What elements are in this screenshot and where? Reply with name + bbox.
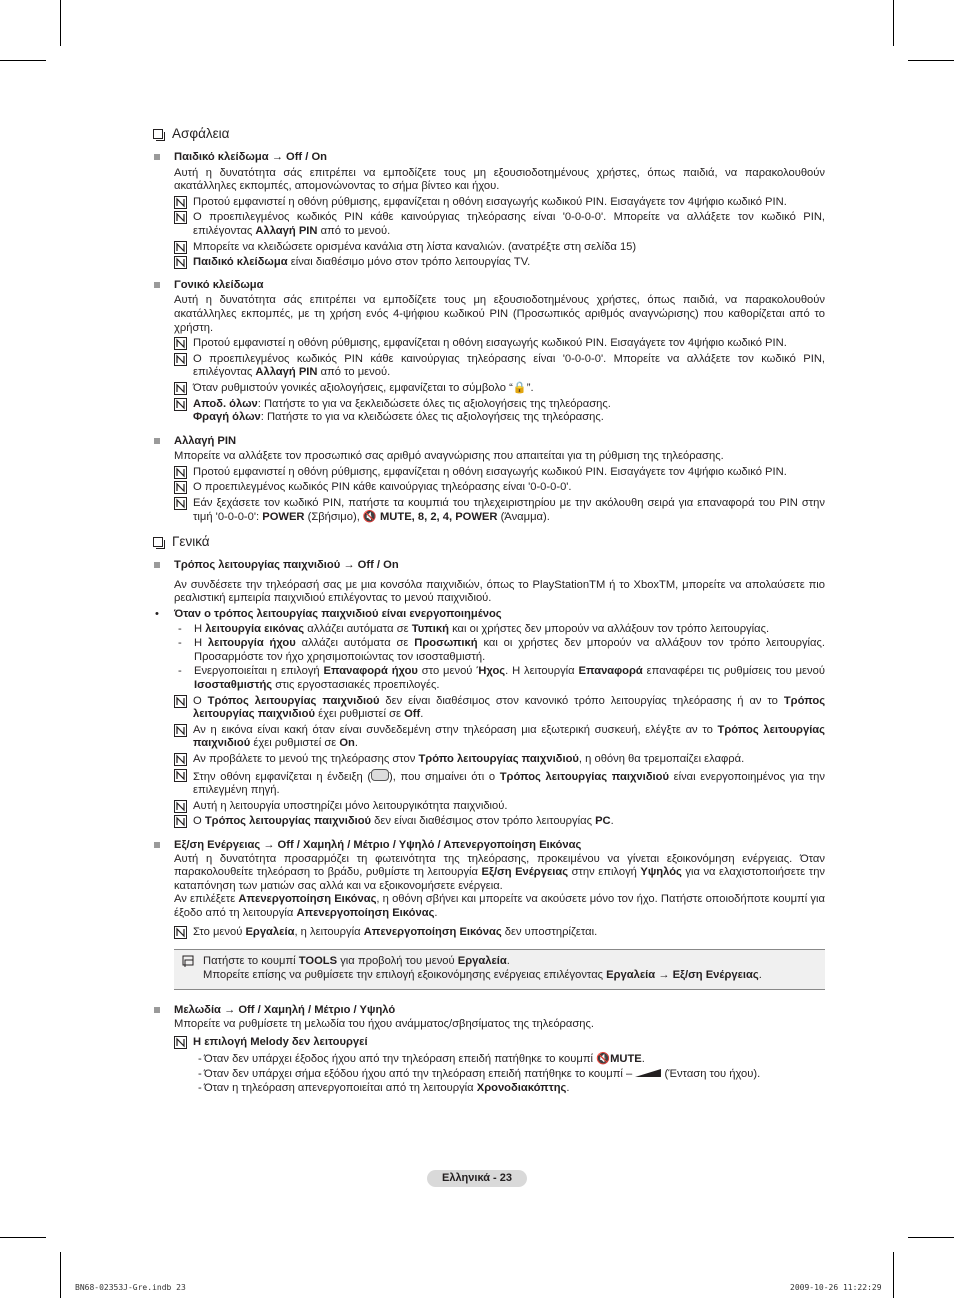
gamepad-icon: [371, 769, 389, 781]
note-item: Ο Τρόπος λειτουργίας παιχνιδιού δεν είναι διαθέσιμος στον κανονικό τρόπο λειτουργίας τηλεόρασης ή αν το Τρόπος λειτουργίας παιχνιδιού έχει ρυθμιστεί σε Off.: [174, 695, 825, 722]
mute-icon: 🔇: [596, 1053, 611, 1066]
note-item: Αυτή η λειτουργία υποστηρίζει μόνο λειτουργικότητα παιχνιδιού.: [174, 800, 825, 814]
page-number-badge: Ελληνικά - 23: [427, 1170, 527, 1187]
note-icon: [174, 497, 187, 510]
note-item: Στο μενού Εργαλεία, η λειτουργία Απενεργοποίηση Εικόνας δεν υποστηρίζεται.: [174, 926, 825, 940]
square-bullet-icon: [154, 562, 160, 568]
square-bullet-icon: [154, 842, 160, 848]
checkbox-bullet-icon: [153, 129, 163, 139]
note-icon: [174, 398, 187, 411]
square-bullet-icon: [154, 438, 160, 444]
volume-down-icon: [635, 1068, 661, 1076]
dash-item: - Όταν η τηλεόραση απενεργοποιείται από τη λειτουργία Χρονοδιακόπτης.: [198, 1082, 570, 1095]
note-icon: [174, 466, 187, 479]
note-icon: [174, 815, 187, 828]
dash-item: - Όταν δεν υπάρχει έξοδος ήχου από την τηλεόραση επειδή πατήθηκε το κουμπί 🔇MUTE.: [198, 1053, 645, 1066]
note-item: Προτού εμφανιστεί η οθόνη ρύθμισης, εμφανίζεται η οθόνη εισαγωγής κωδικού PIN. Εισαγάγετε τον 4ψήφιο κωδικό PIN.: [174, 337, 825, 351]
crop-mark: [60, 0, 61, 46]
paragraph: Αυτή η δυνατότητα σάς επιτρέπει να εμποδίζετε τους μη εξουσιοδοτημένους χρήστες, όπως παιδιά, να παρακολουθούν ακατάλληλες εκπομπές, με τη χρήση ενός 4-ψήφιου κωδικού PIN (Προσωπικός αριθμός αναγνώρισης) που καθορίζεται από το χρήστη.: [174, 294, 825, 334]
paragraph: Αν επιλέξετε Απενεργοποίηση Εικόνας, η οθόνη σβήνει και μπορείτε να ακούσετε μόνο τον ήχο. Πατήστε οποιοδήποτε κουμπί για έξοδο από τη λειτουργία Απενεργοποίηση Εικόνας.: [174, 893, 825, 919]
note-item: Εάν ξεχάσετε τον κωδικό PIN, πατήστε τα κουμπιά του τηλεχειριστηρίου με την ακόλουθη σειρά για επαναφορά του PIN στην τιμή '0-0-0-0': POWER (Σβήσιμο), 🔇 MUTE, 8, 2, 4, POWER (Άναμμα).: [174, 497, 825, 524]
note-icon: [174, 695, 187, 708]
dash-item: - Η λειτουργία ήχου αλλάζει αυτόματα σε Προσωπική και οι χρήστες δεν μπορούν να αλλάξουν τον τρόπο λειτουργίας. Προσαρμόστε τον ήχο χρησιμοποιώντας τον ισοσταθμιστή.: [178, 637, 826, 663]
note-item: Ο Τρόπος λειτουργίας παιχνιδιού δεν είναι διαθέσιμος στον τρόπο λειτουργίας PC.: [174, 815, 825, 829]
note-icon: [174, 753, 187, 766]
note-item: Η επιλογή Melody δεν λειτουργεί: [174, 1036, 825, 1050]
note-item: Όταν ρυθμιστούν γονικές αξιολογήσεις, εμφανίζεται το σύμβολο “🔒”.: [174, 382, 825, 396]
note-icon: [174, 1036, 187, 1049]
crop-mark: [0, 60, 46, 61]
section-heading-general: Γενικά: [153, 534, 825, 550]
subsection-parental-lock: [153, 279, 825, 293]
paragraph: Αυτή η δυνατότητα σάς επιτρέπει να εμποδίζετε τους μη εξουσιοδοτημένους χρήστες, όπως παιδιά, να παρακολουθούν ακατάλληλες εκπομπές, απομονώνοντας το σήμα βίντεο και ήχου.: [174, 166, 825, 193]
note-icon: [174, 196, 187, 209]
note-item: Παιδικό κλείδωμα είναι διαθέσιμο μόνο στον τρόπο λειτουργίας TV.: [174, 256, 825, 270]
manual-page: [153, 126, 825, 1096]
note-icon: [174, 769, 187, 782]
paragraph: Μπορείτε να ρυθμίσετε τη μελωδία του ήχου ανάμματος/σβησίματος της τηλεόρασης.: [174, 1017, 595, 1030]
note-icon: [174, 800, 187, 813]
note-icon: [174, 241, 187, 254]
dash-item: - Ενεργοποιείται η επιλογή Επαναφορά ήχου στο μενού Ήχος. Η λειτουργία Επαναφορά επαναφέρει τις ρυθμίσεις του μενού Ισοσταθμιστής στις εργοστασιακές προεπιλογές.: [178, 665, 825, 691]
note-icon: [174, 382, 187, 395]
tools-tip-box: [174, 949, 825, 990]
note-icon: [174, 353, 187, 366]
subsection-title: Τρόπος λειτουργίας παιχνιδιού → Off / On: [174, 559, 399, 572]
note-item: Στην οθόνη εμφανίζεται η ένδειξη ( ), που σημαίνει ότι ο Τρόπος λειτουργίας παιχνιδιού είναι ενεργοποιημένος για την επιλεγμένη πηγή.: [174, 769, 825, 798]
note-icon: [174, 256, 187, 269]
subsection-title: Παιδικό κλείδωμα → Off / On: [174, 151, 328, 163]
paragraph: Αν συνδέσετε την τηλεόρασή σας με μια κονσόλα παιχνιδιών, όπως το PlayStationTM ή το XboxTM, μπορείτε να απολαύσετε πιο ρεαλιστική εμπειρία παιχνιδιού επιλέγοντας το μενού παιχνιδιού.: [174, 578, 825, 605]
dash-item: - Η λειτουργία εικόνας αλλάζει αυτόματα σε Τυπική και οι χρήστες δεν μπορούν να αλλάξουν τον τρόπο λειτουργίας.: [178, 622, 770, 635]
checkbox-bullet-icon: [153, 537, 163, 547]
crop-mark: [60, 1252, 61, 1298]
crop-mark: [893, 1252, 894, 1298]
note-item: Ο προεπιλεγμένος κωδικός PIN κάθε καινούργιας τηλεόρασης είναι '0-0-0-0'. Μπορείτε να αλλάξετε τον κωδικό PIN, επιλέγοντας Αλλαγή PIN από το μενού.: [174, 211, 825, 238]
lock-icon: 🔒: [512, 381, 527, 394]
tip-line: Πατήστε το κουμπί TOOLS για προβολή του μενού Εργαλεία.: [203, 955, 510, 968]
note-item: Ο προεπιλεγμένος κωδικός PIN κάθε καινούργιας τηλεόρασης είναι '0-0-0-0'.: [174, 481, 825, 495]
crop-mark: [893, 0, 894, 46]
subsection-title: Εξ/ση Ενέργειας → Off / Χαμηλή / Μέτριο / Υψηλό / Απενεργοποίηση Εικόνας: [174, 838, 582, 851]
subsection-game-mode: [153, 559, 825, 573]
dash-item: - Όταν δεν υπάρχει σήμα εξόδου ήχου από την τηλεόραση επειδή πατήθηκε το κουμπί – (Ένταση του ήχου).: [198, 1067, 761, 1080]
crop-mark: [0, 1237, 46, 1238]
paragraph: Αυτή η δυνατότητα προσαρμόζει τη φωτεινότητα της τηλεόρασης, προκειμένου να γίνεται εξοικονόμηση ενέργειας. Όταν παρακολουθείτε τηλεόραση το βράδυ, ρυθμίστε τη λειτουργία Εξ/ση Ενέργειας στην επιλογή Υψηλός για να ελαχιστοποιήσετε την καταπόνηση των ματιών σας αλλά και να εξοικονομήσετε ενέργεια.: [174, 852, 826, 892]
mute-icon: 🔇: [362, 510, 377, 523]
note-icon: [174, 926, 187, 939]
print-slug-left: BN68-02353J-Gre.indb 23: [75, 1283, 186, 1292]
subsection-title: Αλλαγή PIN: [174, 434, 237, 447]
tools-icon: [182, 955, 197, 982]
section-heading-security: Ασφάλεια: [153, 126, 825, 142]
note-icon: [174, 211, 187, 224]
subsection-title: Γονικό κλείδωμα: [174, 278, 264, 291]
note-icon: [174, 481, 187, 494]
print-slug-right: 2009-10-26 11:22:29: [790, 1283, 882, 1292]
note-item: Προτού εμφανιστεί η οθόνη ρύθμισης, εμφανίζεται η οθόνη εισαγωγής κωδικού PIN. Εισαγάγετε τον 4ψήφιο κωδικό PIN.: [174, 196, 825, 210]
subsection-energy: [153, 839, 825, 853]
square-bullet-icon: [154, 1007, 160, 1013]
crop-mark: [908, 1237, 954, 1238]
subsection-melody: [153, 1004, 825, 1018]
note-item: Προτού εμφανιστεί η οθόνη ρύθμισης, εμφανίζεται η οθόνη εισαγωγής κωδικού PIN. Εισαγάγετε τον 4ψήφιο κωδικό PIN.: [174, 466, 825, 480]
square-bullet-icon: [154, 154, 160, 160]
subsection-title: Μελωδία → Off / Χαμηλή / Μέτριο / Υψηλό: [174, 1004, 396, 1017]
note-item: Αν προβάλετε το μενού της τηλεόρασης στον Τρόπο λειτουργίας παιχνιδιού, η οθόνη θα τρεμοπαίζει ελαφρά.: [174, 753, 825, 767]
paragraph: Μπορείτε να αλλάξετε τον προσωπικό σας αριθμό αναγνώρισης που απαιτείται για τη ρύθμιση της τηλεόρασης.: [174, 450, 724, 463]
note-item: Μπορείτε να κλειδώσετε ορισμένα κανάλια στη λίστα καναλιών. (ανατρέξτε στη σελίδα 15): [174, 241, 825, 255]
note-item: Αποδ. όλων: Πατήστε το για να ξεκλειδώσετε όλες τις αξιολογήσεις της τηλεόρασης. Φραγή όλων: Πατήστε το για να κλειδώσετε όλες τις αξιολογήσεις της τηλεόρασης.: [174, 398, 825, 425]
note-icon: [174, 337, 187, 350]
subsection-child-lock: [153, 151, 825, 165]
square-bullet-icon: [154, 282, 160, 288]
subsection-change-pin: [153, 435, 825, 449]
note-item: Αν η εικόνα είναι κακή όταν είναι συνδεδεμένη στην τηλεόραση μια εξωτερική συσκευή, ελέγξτε αν το Τρόπος λειτουργίας παιχνιδιού έχει ρυθμιστεί σε On.: [174, 724, 825, 751]
dot-bullet-icon: •: [155, 608, 159, 621]
note-icon: [174, 724, 187, 737]
tip-line: Μπορείτε επίσης να ρυθμίσετε την επιλογή εξοικονόμησης ενέργειας επιλέγοντας Εργαλεία → Εξ/ση Ενέργειας.: [203, 968, 762, 981]
bullet-item: • Όταν ο τρόπος λειτουργίας παιχνιδιού είναι ενεργοποιημένος: [155, 608, 502, 621]
crop-mark: [908, 60, 954, 61]
note-item: Ο προεπιλεγμένος κωδικός PIN κάθε καινούργιας τηλεόρασης είναι '0-0-0-0'. Μπορείτε να αλλάξετε τον κωδικό PIN, επιλέγοντας Αλλαγή PIN από το μενού.: [174, 353, 825, 380]
